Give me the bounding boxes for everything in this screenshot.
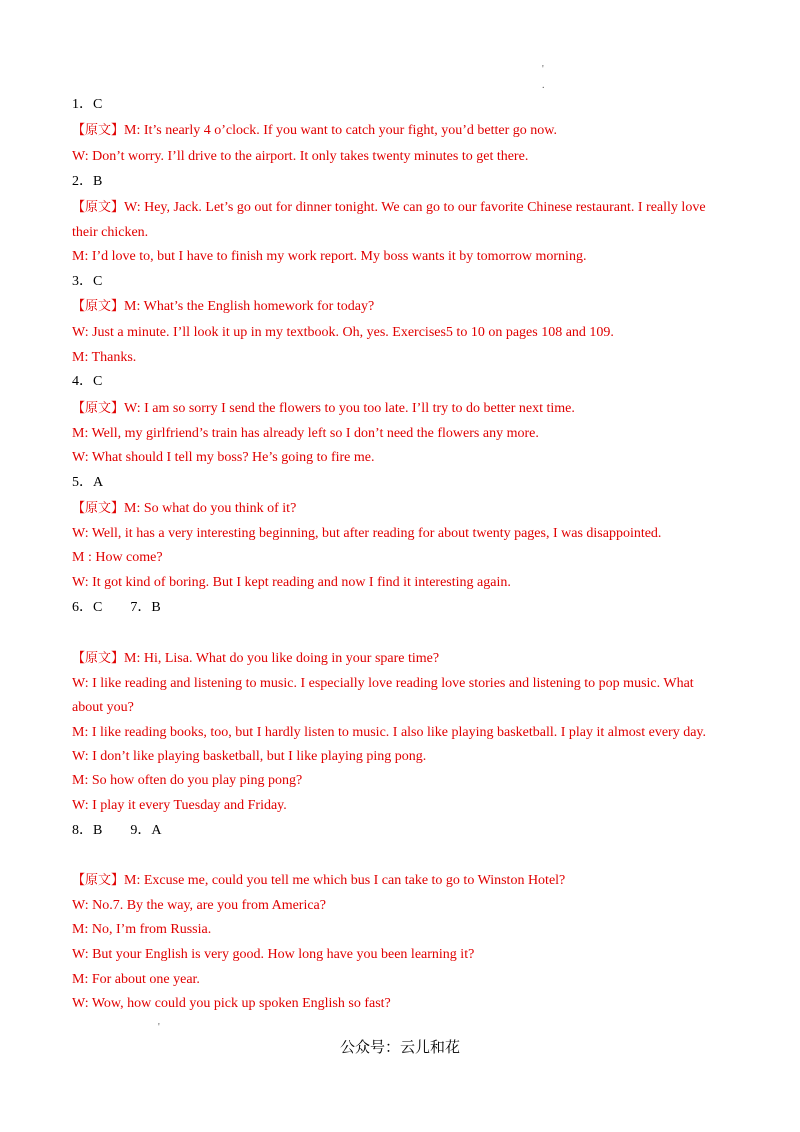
answer-4: 4．C xyxy=(72,374,103,389)
transcript-line: W: No.7. By the way, are you from America? xyxy=(72,898,326,913)
transcript-line: their chicken. xyxy=(72,225,149,240)
transcript-text: M: Hi, Lisa. What do you like doing in your spare time? xyxy=(124,651,440,666)
transcript-line: W: Well, it has a very interesting beginning, but after reading for about twenty pages, I was disappointed. xyxy=(72,526,662,541)
transcript-line xyxy=(72,399,575,419)
transcript-line: W: What should I tell my boss? He’s going to fire me. xyxy=(72,450,375,465)
transcript-line: M: Thanks. xyxy=(72,350,137,365)
transcript-tag: 【原文】 xyxy=(72,651,125,666)
margin-mark: ' xyxy=(542,64,544,75)
transcript-line xyxy=(72,649,439,669)
transcript-line: M: So how often do you play ping pong? xyxy=(72,773,303,788)
transcript-line: W: Wow, how could you pick up spoken English so fast? xyxy=(72,996,391,1011)
transcript-text: M: What’s the English homework for today? xyxy=(124,299,375,314)
transcript-tag: 【原文】 xyxy=(72,123,125,138)
answer-9: 9．A xyxy=(130,823,162,838)
transcript-line: W: I like reading and listening to music. I especially love reading love stories and listening to pop music. What xyxy=(72,676,694,691)
transcript-line xyxy=(72,121,557,141)
transcript-tag: 【原文】 xyxy=(72,873,125,888)
answer-7: 7．B xyxy=(130,600,161,615)
margin-mark: . xyxy=(542,80,545,91)
transcript-line: W: Don’t worry. I’ll drive to the airport. It only takes twenty minutes to get there. xyxy=(72,149,529,164)
answer-2: 2．B xyxy=(72,174,103,189)
transcript-tag: 【原文】 xyxy=(72,200,125,215)
answers-8-9 xyxy=(72,821,161,841)
footer-watermark: 公众号：云儿和花 xyxy=(339,1038,460,1056)
answer-5: 5．A xyxy=(72,475,104,490)
transcript-line: M: I’d love to, but I have to finish my work report. My boss wants it by tomorrow morning. xyxy=(72,249,587,264)
transcript-line xyxy=(72,198,706,218)
transcript-line: W: Just a minute. I’ll look it up in my textbook. Oh, yes. Exercises5 to 10 on pages 108 and 109. xyxy=(72,325,614,340)
transcript-line: M: No, I’m from Russia. xyxy=(72,922,212,937)
transcript-line: W: I don’t like playing basketball, but I like playing ping pong. xyxy=(72,749,427,764)
transcript-text: M: Excuse me, could you tell me which bus I can take to go to Winston Hotel? xyxy=(124,873,566,888)
transcript-tag: 【原文】 xyxy=(72,401,125,416)
transcript-text: W: I am so sorry I send the flowers to you too late. I’ll try to do better next time. xyxy=(124,401,575,416)
transcript-line: M: For about one year. xyxy=(72,972,200,987)
transcript-line: W: I play it every Tuesday and Friday. xyxy=(72,798,287,813)
answer-8: 8．B xyxy=(72,823,103,838)
transcript-line xyxy=(72,297,374,317)
transcript-line: W: It got kind of boring. But I kept reading and now I find it interesting again. xyxy=(72,575,511,590)
transcript-line: W: But your English is very good. How long have you been learning it? xyxy=(72,947,475,962)
transcript-line xyxy=(72,871,565,891)
margin-mark: ' xyxy=(158,1022,160,1033)
transcript-tag: 【原文】 xyxy=(72,299,125,314)
transcript-line: about you? xyxy=(72,700,134,715)
answers-6-7 xyxy=(72,598,161,618)
transcript-text: M: It’s nearly 4 o’clock. If you want to catch your fight, you’d better go now. xyxy=(124,123,557,138)
transcript-line: M: I like reading books, too, but I hardly listen to music. I also like playing basketball. I play it almost every day. xyxy=(72,725,707,740)
transcript-text: W: Hey, Jack. Let’s go out for dinner tonight. We can go to our favorite Chinese restaurant. I really love xyxy=(124,200,706,215)
transcript-line: M : How come? xyxy=(72,550,163,565)
transcript-line: M: Well, my girlfriend’s train has already left so I don’t need the flowers any more. xyxy=(72,426,539,441)
answer-3: 3．C xyxy=(72,274,103,289)
transcript-text: M: So what do you think of it? xyxy=(124,501,297,516)
transcript-line xyxy=(72,499,296,519)
answer-1: 1．C xyxy=(72,97,103,112)
transcript-tag: 【原文】 xyxy=(72,501,125,516)
answer-6: 6．C xyxy=(72,600,103,615)
